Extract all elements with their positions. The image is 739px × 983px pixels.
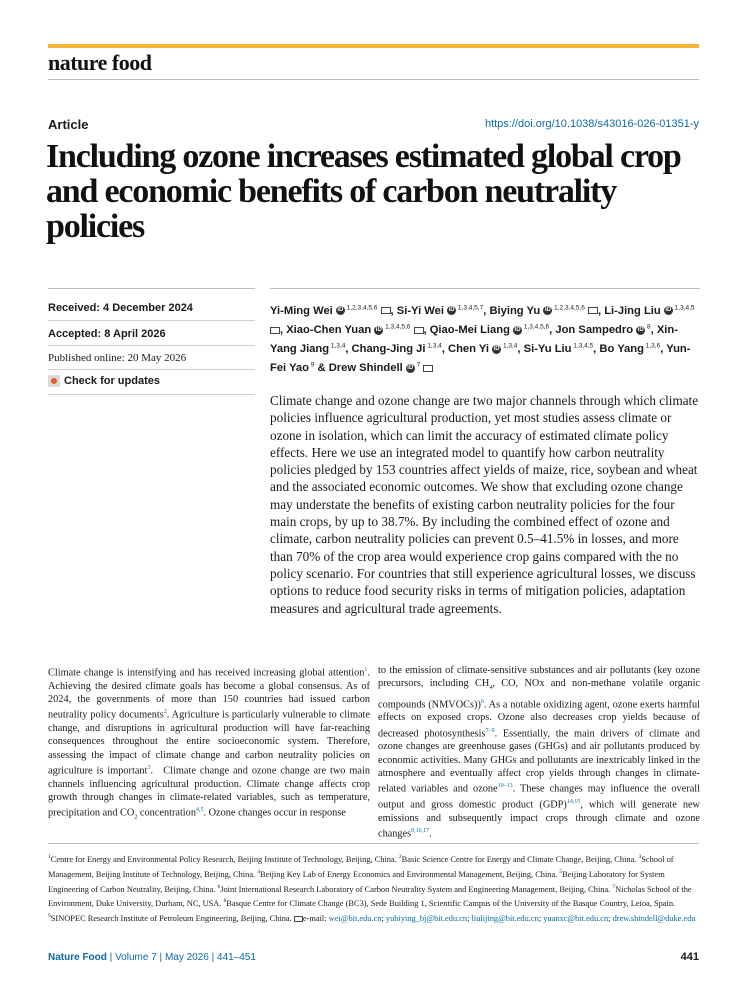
article-type: Article	[48, 117, 89, 132]
doi-link[interactable]: https://doi.org/10.1038/s43016-026-01351-y	[484, 118, 699, 130]
email-link[interactable]: drew.shindell@duke.edu	[612, 913, 696, 923]
author-name[interactable]: Li-Jing Liu	[604, 304, 661, 317]
author: Xiao-Chen Yuan iD $^{1,3,4,5,6}$ ,	[286, 323, 430, 336]
author: Biying Yu iD $^{1,2,3,4,5,6}$ ,	[489, 304, 605, 317]
author: Chen Yi iD $^{1,3,4}$,	[448, 342, 524, 356]
email-label: e-mail:	[302, 913, 329, 923]
reference-link[interactable]: 10–13	[497, 783, 513, 790]
affiliation-text: School of Management, Beijing Institute of Technology, Beijing, China.	[48, 854, 674, 879]
affiliation-number: 1	[48, 854, 51, 860]
author-name[interactable]: Chang-Jing Ji	[351, 343, 426, 356]
crossmark-icon	[48, 375, 60, 387]
author-affiliations: 1,2,3,4,5,6	[344, 304, 378, 311]
email-icon[interactable]	[381, 307, 391, 314]
orcid-icon[interactable]: iD	[407, 364, 414, 371]
reference-link[interactable]: 9,16,17	[411, 828, 430, 834]
email-link[interactable]: wei@bit.edu.cn	[328, 913, 382, 923]
affiliation-number: 2	[398, 854, 402, 860]
body-text: . Essentially, the main drivers of climate and ozone changes are greenhouse gases (GHGs) and air pollutants produced by economic activities. Many GHGs and pollutants are inextricably linked in the atmosphere and eventually affect crop yields through changes in climate-related variables and ozone	[378, 728, 700, 795]
author: Si-Yu Liu $^{1,3,4,5}$,	[523, 342, 600, 356]
body-text: . As a notable oxidizing agent, ozone exerts harmful effects on exposed crops. Ozone also decreases crop yields because of decreased photosynthesis	[378, 699, 700, 740]
meta-divider	[48, 394, 255, 395]
article-title: Including ozone increases estimated global crop and economic benefits of carbon neutrality policies	[46, 138, 681, 245]
author-affiliations: 8	[645, 323, 651, 331]
affiliation-number: 3	[638, 854, 642, 860]
orcid-icon[interactable]: iD	[637, 326, 644, 333]
orcid-icon[interactable]: iD	[493, 345, 500, 352]
author: Xin-Yang Jiang $^{1,3,4}$,	[270, 323, 678, 356]
reference-link[interactable]: 4,5	[195, 807, 204, 814]
body-text: , CO, NOx and non-methane volatile organic compounds (NMVOCs))	[378, 678, 700, 711]
author-name[interactable]: Si-Yu Liu	[523, 343, 572, 356]
reference-link[interactable]: 3	[147, 764, 151, 771]
affiliation-text: Basque Centre for Climate Change (BC3), Sede Building 1, Scientific Campus of the University of the Basque Country, Leioa, Spain.	[226, 899, 676, 909]
meta-divider	[48, 369, 255, 370]
author-affiliations: 1,3,4,5	[672, 304, 695, 311]
author-name[interactable]: Yun-Fei Yao	[270, 343, 691, 375]
author-name[interactable]: Jon Sampedro	[555, 323, 634, 336]
email-icon[interactable]	[423, 365, 433, 372]
reference-link[interactable]: 14,15	[566, 798, 581, 805]
affiliations: $^1$Centre for Energy and Environmental Policy Research, Beijing Institute of Technology, Beijing, China. $^2$Basic Science Centre for Energy and Climate Change, Beijing, China. $^3$School of Management, Beijing Institute of Technology, Beijing, China. $^4$Beijing Key Lab of Energy Economics and Environmental Management, Beijing, China. $^5$Beijing Laboratory for System Engineering of Carbon Neutrality, Beijing, China. $^6$Joint International Research Laboratory of Carbon Neutrality System and Engineering Management, Beijing, China. $^7$Nicholas School of the Environment, Duke University, Durham, NC, USA. $^8$Basque Centre for Climate Change (BC3), Sede Building 1, Scientific Campus of the University of the Basque Country, Leioa, Spain. $^9$SINOPEC Research Institute of Petroleum Engineering, Beijing, China. e-mail: wei@bit.edu.cn; yubiying_bj@bit.edu.cn; liulijing@bit.edu.cn; yuanxc@bit.edu.cn; drew.shindell@duke.edu	[48, 854, 696, 923]
orcid-icon[interactable]: iD	[375, 326, 382, 333]
author-affiliations: 9	[308, 361, 315, 369]
affiliation-text: SINOPEC Research Institute of Petroleum Engineering, Beijing, China.	[50, 913, 294, 923]
body-text: , which will generate new emissions and subsequently impact crops through climate and ozone changes	[378, 799, 700, 840]
received-date: Received: 4 December 2024	[48, 302, 193, 314]
orcid-icon[interactable]: iD	[337, 307, 344, 314]
reference-link[interactable]: 7–9	[485, 727, 495, 734]
footer-journal[interactable]: Nature Food	[48, 952, 107, 963]
reference-link[interactable]: 6	[480, 698, 484, 705]
check-updates-link[interactable]	[48, 375, 160, 387]
email-link[interactable]: yuanxc@bit.edu.cn	[543, 913, 609, 923]
orcid-icon[interactable]: iD	[448, 307, 455, 314]
body-text: . Agriculture is particularly vulnerable to climate change, and disruptions in agricultural production will have far-reaching consequences throughout the entire socioeconomic system. Therefore, assessing the impact of climate change and carbon neutrality policies on agriculture is important	[48, 709, 370, 777]
author-list	[270, 300, 700, 377]
author-name[interactable]: Si-Yi Wei	[396, 304, 444, 317]
author-affiliations: 1,3,4	[329, 342, 346, 350]
affiliation-text: Basic Science Centre for Energy and Climate Change, Beijing, China.	[401, 854, 639, 864]
authors-top-divider	[270, 288, 700, 289]
abstract: Climate change and ozone change are two major channels through which climate policies influence agricultural production, yet most studies assess climate or ozone in isolation, which can limit the accuracy of estimated climate policy effects. Here we use an integrated model to quantify how carbon neutrality policies pledged by 153 countries affect yields of maize, rice, soybean and wheat and the associated economic outcomes. We show that excluding ozone change may understate the benefits of existing carbon neutrality policies for the four main crops, by up to 38.7%. By including the combined effect of ozone and climate, carbon neutrality policies can prevent 0.5–41.5% in losses, and more than 70% of the crop area would experience crop gains compared with the no policy scenario. For countries that still experience agricultural losses, we discuss options to reduce food security risks in terms of mitigation policies, adaptation measures and agricultural trade agreements.	[270, 393, 699, 616]
email-icon[interactable]	[270, 327, 280, 334]
author-affiliations: 1,3,4	[501, 342, 518, 350]
affiliation-text: Joint International Research Laboratory of Carbon Neutrality System and Engineering Management, Beijing, China.	[220, 884, 613, 894]
author-affiliations: 1,2,3,4,5,6	[552, 304, 585, 311]
orcid-icon[interactable]: iD	[544, 307, 551, 314]
affiliation-number: 5	[559, 868, 563, 875]
affiliation-text: Centre for Energy and Environmental Policy Research, Beijing Institute of Technology, Beijing, China.	[50, 854, 399, 864]
affiliation-number: 9	[48, 913, 51, 920]
affiliation-number: 7	[612, 883, 616, 890]
author: Yi-Ming Wei iD $^{1,2,3,4,5,6}$ ,	[270, 304, 397, 317]
author: Bo Yang $^{1,3,6}$,	[599, 342, 667, 356]
author-affiliations: 1,3,4	[425, 342, 442, 350]
affiliations-divider	[48, 843, 699, 844]
affiliation-number: 8	[223, 898, 227, 905]
author: Jon Sampedro iD $^8$,	[555, 323, 657, 336]
page-number: 441	[680, 951, 699, 963]
meta-divider	[48, 320, 255, 321]
journal-name[interactable]: nature food	[48, 50, 152, 75]
email-link[interactable]: liulijing@bit.edu.cn	[471, 913, 539, 923]
subscript: 4	[489, 685, 493, 692]
author: Chang-Jing Ji $^{1,3,4}$,	[351, 342, 448, 356]
author: & Drew Shindell iD $^7$	[318, 362, 434, 374]
check-updates-label: Check for updates	[64, 375, 160, 387]
body-text: .	[429, 828, 432, 840]
subscript: 2	[134, 814, 138, 821]
author: Qiao-Mei Liang iD $^{1,3,4,5,6}$,	[429, 323, 556, 336]
affiliation-number: 6	[217, 883, 221, 890]
body-text: to the emission of climate-sensitive substances and air pollutants (key ozone precursors, including CH	[378, 665, 700, 690]
journal-accent-bar	[48, 44, 699, 48]
body-text: . Ozone changes occur in response	[203, 807, 346, 819]
footer-pages: 441–451	[217, 952, 256, 963]
affiliation-text: Nicholas School of the Environment, Duke University, Durham, NC, USA.	[48, 884, 692, 909]
author-name[interactable]: Yi-Ming Wei	[270, 304, 333, 317]
email-icon[interactable]	[588, 307, 598, 314]
reference-link[interactable]: 1	[364, 667, 368, 673]
body-text: . These changes may influence the overall output and gross domestic product (GDP)	[378, 783, 700, 811]
footer-volume: Volume 7	[115, 952, 157, 963]
author-affiliations: 1,3,4,5,6	[522, 323, 550, 331]
author-name[interactable]: Biying Yu	[489, 304, 541, 317]
affiliation-text: Beijing Laboratory for System Engineering of Carbon Neutrality, Beijing, China.	[48, 869, 665, 894]
meta-divider	[48, 345, 255, 346]
body-text: Climate change is intensifying and has received increasing global attention	[48, 667, 365, 679]
body-column-2	[378, 664, 700, 841]
author-name[interactable]: Drew Shindell	[328, 362, 403, 375]
published-date: Published online: 20 May 2026	[48, 352, 187, 364]
author-affiliations: 1,3,4,5,7	[456, 304, 484, 311]
body-text: . Achieving the desired climate goals has become a global consensus. As of 2024, the governments of more than 150 countries had issued carbon neutrality policy documents	[48, 667, 370, 721]
author-affiliations: 7	[414, 361, 421, 369]
orcid-icon[interactable]: iD	[514, 326, 521, 333]
meta-top-divider	[48, 288, 255, 289]
accepted-date: Accepted: 8 April 2026	[48, 328, 166, 340]
author-affiliations: 1,3,6	[643, 342, 661, 350]
author-name[interactable]: Xin-Yang Jiang	[270, 323, 678, 356]
body-text: . Climate change and ozone change are two main channels influencing agricultural production. Climate change affects crop growth through changes in climate-related variables, such as temperature, precipitation and CO	[48, 765, 371, 819]
author-affiliations: 1,3,4,5,6	[383, 323, 411, 331]
author: Li-Jing Liu iD $^{1,3,4,5}$ ,	[270, 305, 695, 336]
author-name[interactable]: Bo Yang	[599, 343, 644, 356]
footer-issue: May 2026	[164, 952, 209, 963]
email-link[interactable]: yubiying_bj@bit.edu.cn	[385, 913, 468, 923]
body-text: concentration	[137, 807, 196, 819]
author-affiliations: 1,3,4,5	[571, 342, 594, 350]
author-name[interactable]: Qiao-Mei Liang	[429, 323, 510, 336]
reference-link[interactable]: 2	[163, 709, 167, 716]
footer-citation: Nature Food | Volume 7 | May 2026 | 441–451	[48, 952, 256, 963]
email-icon	[294, 916, 303, 922]
body-column-1	[48, 664, 370, 825]
header-divider	[48, 79, 699, 80]
affiliation-number: 4	[257, 868, 260, 875]
affiliation-text: Beijing Key Lab of Energy Economics and Environmental Management, Beijing, China.	[259, 869, 560, 879]
author: Si-Yi Wei iD $^{1,3,4,5,7}$,	[396, 304, 490, 317]
author-name[interactable]: Xiao-Chen Yuan	[286, 323, 372, 336]
author-name[interactable]: Chen Yi	[448, 343, 490, 356]
orcid-icon[interactable]: iD	[665, 307, 672, 314]
email-icon[interactable]	[414, 327, 424, 334]
